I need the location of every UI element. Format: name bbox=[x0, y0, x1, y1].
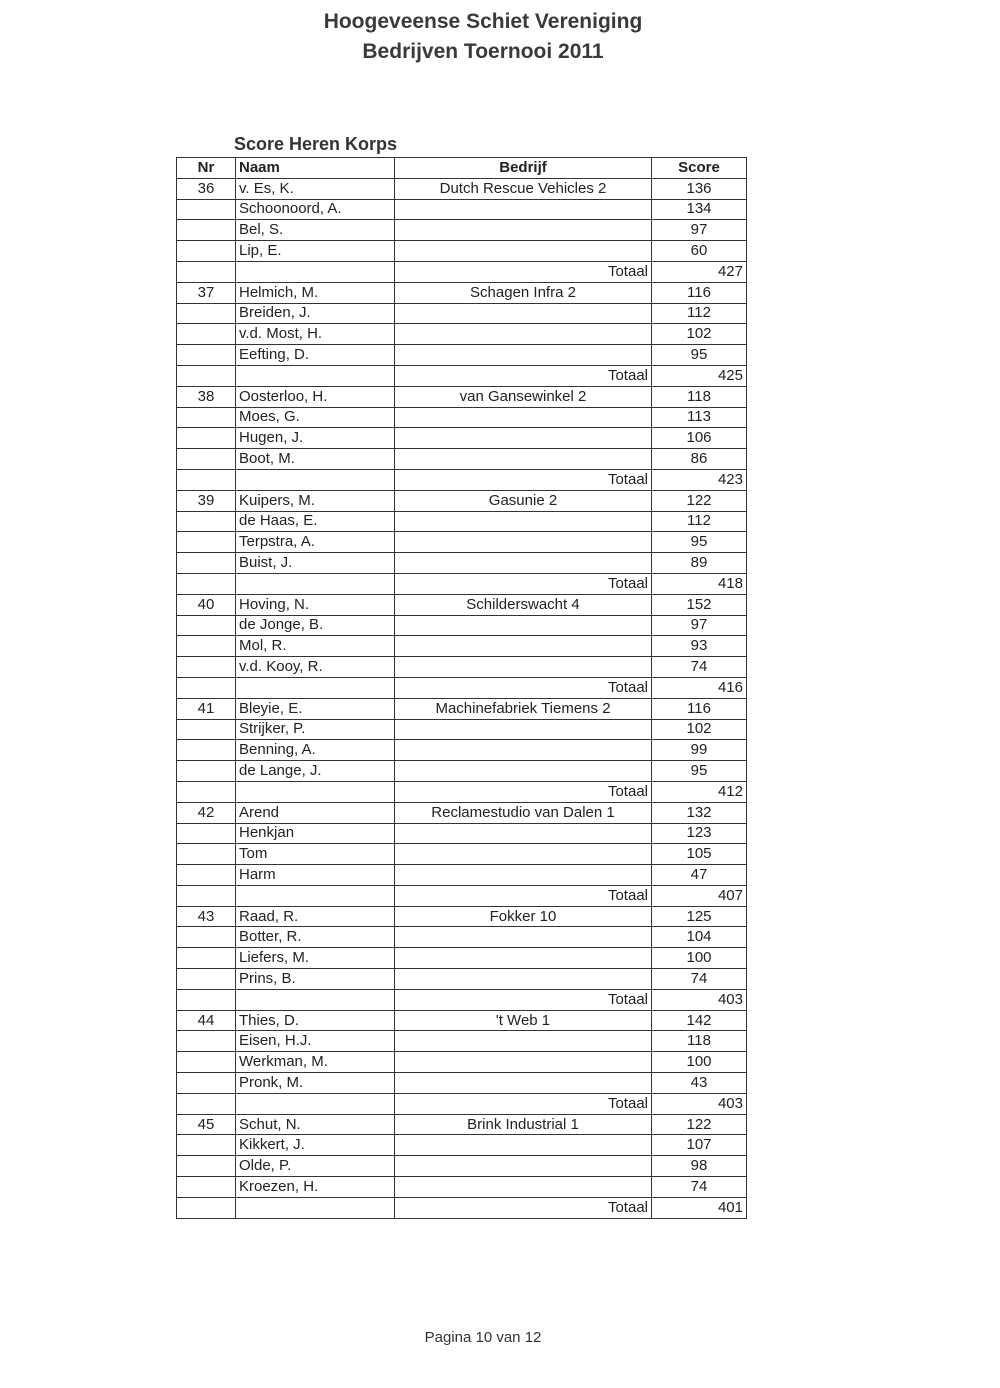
team-number-cell bbox=[177, 553, 236, 574]
score-cell: 125 bbox=[652, 906, 747, 927]
company-cell bbox=[395, 553, 652, 574]
table-row bbox=[177, 220, 747, 241]
shooter-name-cell: Thies, D. bbox=[236, 1010, 395, 1031]
company-cell bbox=[395, 241, 652, 262]
shooter-name-cell: Benning, A. bbox=[236, 740, 395, 761]
company-cell bbox=[395, 1031, 652, 1052]
shooter-name-cell: Schut, N. bbox=[236, 1114, 395, 1135]
team-number-cell bbox=[177, 740, 236, 761]
shooter-name-cell: Pronk, M. bbox=[236, 1073, 395, 1094]
company-cell bbox=[395, 1073, 652, 1094]
company-cell bbox=[395, 657, 652, 678]
team-total-value: 427 bbox=[652, 261, 747, 282]
shooter-name-cell: Kroezen, H. bbox=[236, 1177, 395, 1198]
empty-cell bbox=[177, 469, 236, 490]
score-cell: 97 bbox=[652, 615, 747, 636]
table-row bbox=[177, 823, 747, 844]
empty-cell bbox=[236, 365, 395, 386]
score-cell: 100 bbox=[652, 948, 747, 969]
table-row bbox=[177, 345, 747, 366]
total-label: Totaal bbox=[395, 365, 652, 386]
shooter-name-cell: de Haas, E. bbox=[236, 511, 395, 532]
score-cell: 74 bbox=[652, 1177, 747, 1198]
company-cell: Schilderswacht 4 bbox=[395, 594, 652, 615]
table-row bbox=[177, 636, 747, 657]
table-row bbox=[177, 1156, 747, 1177]
team-number-cell bbox=[177, 428, 236, 449]
team-number-cell bbox=[177, 532, 236, 553]
shooter-name-cell: Kuipers, M. bbox=[236, 490, 395, 511]
document-subtitle: Bedrijven Toernooi 2011 bbox=[362, 40, 604, 63]
team-total-value: 416 bbox=[652, 677, 747, 698]
team-number-cell bbox=[177, 865, 236, 886]
team-total-value: 401 bbox=[652, 1197, 747, 1218]
empty-cell bbox=[236, 677, 395, 698]
team-number-cell bbox=[177, 636, 236, 657]
score-cell: 132 bbox=[652, 802, 747, 823]
shooter-name-cell: Buist, J. bbox=[236, 553, 395, 574]
total-label: Totaal bbox=[395, 781, 652, 802]
team-number-cell bbox=[177, 1073, 236, 1094]
score-cell: 113 bbox=[652, 407, 747, 428]
shooter-name-cell: Liefers, M. bbox=[236, 948, 395, 969]
company-cell: Dutch Rescue Vehicles 2 bbox=[395, 178, 652, 199]
table-row bbox=[177, 657, 747, 678]
team-number-cell: 40 bbox=[177, 594, 236, 615]
company-cell: van Gansewinkel 2 bbox=[395, 386, 652, 407]
company-cell bbox=[395, 1052, 652, 1073]
company-cell: Reclamestudio van Dalen 1 bbox=[395, 802, 652, 823]
total-label: Totaal bbox=[395, 885, 652, 906]
score-cell: 95 bbox=[652, 761, 747, 782]
team-total-row bbox=[177, 261, 747, 282]
company-cell bbox=[395, 428, 652, 449]
score-cell: 142 bbox=[652, 1010, 747, 1031]
column-header-nr: Nr bbox=[177, 158, 236, 179]
table-row bbox=[177, 1052, 747, 1073]
empty-cell bbox=[177, 1093, 236, 1114]
table-row bbox=[177, 1114, 747, 1135]
score-cell: 152 bbox=[652, 594, 747, 615]
column-header-naam: Naam bbox=[236, 158, 395, 179]
company-cell: Schagen Infra 2 bbox=[395, 282, 652, 303]
company-cell: Fokker 10 bbox=[395, 906, 652, 927]
table-row bbox=[177, 844, 747, 865]
score-cell: 102 bbox=[652, 719, 747, 740]
team-number-cell: 39 bbox=[177, 490, 236, 511]
company-cell bbox=[395, 532, 652, 553]
shooter-name-cell: Mol, R. bbox=[236, 636, 395, 657]
score-cell: 112 bbox=[652, 511, 747, 532]
shooter-name-cell: Werkman, M. bbox=[236, 1052, 395, 1073]
empty-cell bbox=[177, 261, 236, 282]
shooter-name-cell: Olde, P. bbox=[236, 1156, 395, 1177]
table-row bbox=[177, 1010, 747, 1031]
team-number-cell: 38 bbox=[177, 386, 236, 407]
empty-cell bbox=[177, 1197, 236, 1218]
team-number-cell bbox=[177, 823, 236, 844]
score-cell: 112 bbox=[652, 303, 747, 324]
team-total-row bbox=[177, 573, 747, 594]
document-title: Hoogeveense Schiet Vereniging bbox=[323, 10, 643, 33]
company-cell bbox=[395, 220, 652, 241]
table-row bbox=[177, 199, 747, 220]
shooter-name-cell: Moes, G. bbox=[236, 407, 395, 428]
table-row bbox=[177, 449, 747, 470]
team-total-row bbox=[177, 781, 747, 802]
shooter-name-cell: Botter, R. bbox=[236, 927, 395, 948]
table-row bbox=[177, 386, 747, 407]
score-cell: 74 bbox=[652, 657, 747, 678]
team-number-cell bbox=[177, 407, 236, 428]
table-row bbox=[177, 241, 747, 262]
shooter-name-cell: Hoving, N. bbox=[236, 594, 395, 615]
company-cell: Gasunie 2 bbox=[395, 490, 652, 511]
table-row bbox=[177, 553, 747, 574]
empty-cell bbox=[177, 573, 236, 594]
table-row bbox=[177, 906, 747, 927]
team-number-cell bbox=[177, 927, 236, 948]
total-label: Totaal bbox=[395, 469, 652, 490]
table-row bbox=[177, 865, 747, 886]
team-number-cell bbox=[177, 511, 236, 532]
shooter-name-cell: de Lange, J. bbox=[236, 761, 395, 782]
score-cell: 122 bbox=[652, 490, 747, 511]
column-header-score: Score bbox=[652, 158, 747, 179]
team-number-cell bbox=[177, 345, 236, 366]
team-number-cell: 45 bbox=[177, 1114, 236, 1135]
total-label: Totaal bbox=[395, 1093, 652, 1114]
shooter-name-cell: Oosterloo, H. bbox=[236, 386, 395, 407]
empty-cell bbox=[177, 365, 236, 386]
empty-cell bbox=[236, 885, 395, 906]
score-cell: 60 bbox=[652, 241, 747, 262]
score-table bbox=[176, 157, 747, 1219]
score-cell: 86 bbox=[652, 449, 747, 470]
team-number-cell: 37 bbox=[177, 282, 236, 303]
table-row bbox=[177, 740, 747, 761]
table-row bbox=[177, 407, 747, 428]
company-cell bbox=[395, 740, 652, 761]
table-row bbox=[177, 1073, 747, 1094]
table-row bbox=[177, 615, 747, 636]
score-table-body bbox=[177, 178, 747, 1218]
score-cell: 47 bbox=[652, 865, 747, 886]
team-number-cell bbox=[177, 1177, 236, 1198]
table-row bbox=[177, 282, 747, 303]
total-label: Totaal bbox=[395, 573, 652, 594]
empty-cell bbox=[236, 573, 395, 594]
team-number-cell bbox=[177, 303, 236, 324]
table-row bbox=[177, 324, 747, 345]
shooter-name-cell: Bel, S. bbox=[236, 220, 395, 241]
team-number-cell bbox=[177, 199, 236, 220]
total-label: Totaal bbox=[395, 261, 652, 282]
team-number-cell bbox=[177, 1156, 236, 1177]
score-cell: 134 bbox=[652, 199, 747, 220]
empty-cell bbox=[177, 781, 236, 802]
page-number: Pagina 10 van 12 bbox=[424, 1329, 542, 1346]
company-cell bbox=[395, 927, 652, 948]
shooter-name-cell: Helmich, M. bbox=[236, 282, 395, 303]
total-label: Totaal bbox=[395, 989, 652, 1010]
empty-cell bbox=[236, 989, 395, 1010]
table-row bbox=[177, 927, 747, 948]
company-cell bbox=[395, 407, 652, 428]
team-total-value: 423 bbox=[652, 469, 747, 490]
score-cell: 74 bbox=[652, 969, 747, 990]
table-row bbox=[177, 719, 747, 740]
shooter-name-cell: v.d. Most, H. bbox=[236, 324, 395, 345]
team-number-cell: 43 bbox=[177, 906, 236, 927]
team-total-row bbox=[177, 885, 747, 906]
table-row bbox=[177, 178, 747, 199]
company-cell bbox=[395, 969, 652, 990]
score-cell: 136 bbox=[652, 178, 747, 199]
company-cell bbox=[395, 615, 652, 636]
table-row bbox=[177, 698, 747, 719]
team-number-cell bbox=[177, 1031, 236, 1052]
total-label: Totaal bbox=[395, 677, 652, 698]
team-number-cell: 36 bbox=[177, 178, 236, 199]
score-cell: 100 bbox=[652, 1052, 747, 1073]
team-total-row bbox=[177, 989, 747, 1010]
score-cell: 116 bbox=[652, 282, 747, 303]
table-row bbox=[177, 1135, 747, 1156]
table-row bbox=[177, 428, 747, 449]
empty-cell bbox=[236, 1197, 395, 1218]
table-row bbox=[177, 594, 747, 615]
team-total-value: 403 bbox=[652, 989, 747, 1010]
company-cell bbox=[395, 1135, 652, 1156]
shooter-name-cell: Eefting, D. bbox=[236, 345, 395, 366]
empty-cell bbox=[236, 469, 395, 490]
score-cell: 118 bbox=[652, 1031, 747, 1052]
shooter-name-cell: Kikkert, J. bbox=[236, 1135, 395, 1156]
company-cell bbox=[395, 948, 652, 969]
shooter-name-cell: Prins, B. bbox=[236, 969, 395, 990]
score-cell: 43 bbox=[652, 1073, 747, 1094]
team-total-row bbox=[177, 1093, 747, 1114]
shooter-name-cell: Arend bbox=[236, 802, 395, 823]
shooter-name-cell: Schoonoord, A. bbox=[236, 199, 395, 220]
team-number-cell bbox=[177, 220, 236, 241]
team-number-cell: 44 bbox=[177, 1010, 236, 1031]
company-cell bbox=[395, 449, 652, 470]
shooter-name-cell: Raad, R. bbox=[236, 906, 395, 927]
team-total-value: 403 bbox=[652, 1093, 747, 1114]
table-row bbox=[177, 969, 747, 990]
shooter-name-cell: de Jonge, B. bbox=[236, 615, 395, 636]
team-number-cell bbox=[177, 1052, 236, 1073]
shooter-name-cell: Hugen, J. bbox=[236, 428, 395, 449]
company-cell: Machinefabriek Tiemens 2 bbox=[395, 698, 652, 719]
score-cell: 106 bbox=[652, 428, 747, 449]
team-number-cell bbox=[177, 948, 236, 969]
empty-cell bbox=[236, 781, 395, 802]
company-cell bbox=[395, 303, 652, 324]
score-cell: 104 bbox=[652, 927, 747, 948]
table-row bbox=[177, 802, 747, 823]
company-cell bbox=[395, 823, 652, 844]
shooter-name-cell: Breiden, J. bbox=[236, 303, 395, 324]
company-cell: 't Web 1 bbox=[395, 1010, 652, 1031]
company-cell bbox=[395, 761, 652, 782]
score-cell: 98 bbox=[652, 1156, 747, 1177]
score-cell: 118 bbox=[652, 386, 747, 407]
team-number-cell bbox=[177, 615, 236, 636]
company-cell bbox=[395, 511, 652, 532]
team-number-cell bbox=[177, 719, 236, 740]
score-cell: 116 bbox=[652, 698, 747, 719]
team-total-value: 407 bbox=[652, 885, 747, 906]
team-number-cell bbox=[177, 761, 236, 782]
table-row bbox=[177, 761, 747, 782]
score-cell: 102 bbox=[652, 324, 747, 345]
score-cell: 123 bbox=[652, 823, 747, 844]
team-number-cell bbox=[177, 1135, 236, 1156]
company-cell bbox=[395, 324, 652, 345]
shooter-name-cell: v.d. Kooy, R. bbox=[236, 657, 395, 678]
shooter-name-cell: v. Es, K. bbox=[236, 178, 395, 199]
score-cell: 97 bbox=[652, 220, 747, 241]
shooter-name-cell: Harm bbox=[236, 865, 395, 886]
shooter-name-cell: Eisen, H.J. bbox=[236, 1031, 395, 1052]
team-total-row bbox=[177, 1197, 747, 1218]
shooter-name-cell: Strijker, P. bbox=[236, 719, 395, 740]
score-cell: 107 bbox=[652, 1135, 747, 1156]
table-row bbox=[177, 532, 747, 553]
team-total-value: 412 bbox=[652, 781, 747, 802]
empty-cell bbox=[236, 1093, 395, 1114]
empty-cell bbox=[177, 989, 236, 1010]
team-number-cell: 42 bbox=[177, 802, 236, 823]
table-header-row bbox=[177, 158, 747, 179]
company-cell bbox=[395, 345, 652, 366]
team-number-cell bbox=[177, 844, 236, 865]
shooter-name-cell: Boot, M. bbox=[236, 449, 395, 470]
team-number-cell bbox=[177, 324, 236, 345]
empty-cell bbox=[236, 261, 395, 282]
team-number-cell: 41 bbox=[177, 698, 236, 719]
team-number-cell bbox=[177, 969, 236, 990]
score-cell: 95 bbox=[652, 345, 747, 366]
table-row bbox=[177, 303, 747, 324]
section-title: Score Heren Korps bbox=[234, 134, 398, 154]
shooter-name-cell: Henkjan bbox=[236, 823, 395, 844]
shooter-name-cell: Tom bbox=[236, 844, 395, 865]
company-cell bbox=[395, 844, 652, 865]
table-row bbox=[177, 1177, 747, 1198]
company-cell bbox=[395, 1156, 652, 1177]
team-total-value: 418 bbox=[652, 573, 747, 594]
company-cell bbox=[395, 719, 652, 740]
table-row bbox=[177, 1031, 747, 1052]
empty-cell bbox=[177, 885, 236, 906]
company-cell bbox=[395, 865, 652, 886]
score-cell: 89 bbox=[652, 553, 747, 574]
score-cell: 99 bbox=[652, 740, 747, 761]
team-total-row bbox=[177, 365, 747, 386]
company-cell bbox=[395, 199, 652, 220]
shooter-name-cell: Terpstra, A. bbox=[236, 532, 395, 553]
score-cell: 95 bbox=[652, 532, 747, 553]
column-header-bedrijf: Bedrijf bbox=[395, 158, 652, 179]
team-total-value: 425 bbox=[652, 365, 747, 386]
company-cell bbox=[395, 636, 652, 657]
team-number-cell bbox=[177, 657, 236, 678]
total-label: Totaal bbox=[395, 1197, 652, 1218]
team-number-cell bbox=[177, 449, 236, 470]
table-row bbox=[177, 948, 747, 969]
company-cell: Brink Industrial 1 bbox=[395, 1114, 652, 1135]
table-row bbox=[177, 490, 747, 511]
table-row bbox=[177, 511, 747, 532]
score-cell: 105 bbox=[652, 844, 747, 865]
team-number-cell bbox=[177, 241, 236, 262]
team-total-row bbox=[177, 677, 747, 698]
score-cell: 122 bbox=[652, 1114, 747, 1135]
score-cell: 93 bbox=[652, 636, 747, 657]
empty-cell bbox=[177, 677, 236, 698]
company-cell bbox=[395, 1177, 652, 1198]
shooter-name-cell: Bleyie, E. bbox=[236, 698, 395, 719]
shooter-name-cell: Lip, E. bbox=[236, 241, 395, 262]
team-total-row bbox=[177, 469, 747, 490]
